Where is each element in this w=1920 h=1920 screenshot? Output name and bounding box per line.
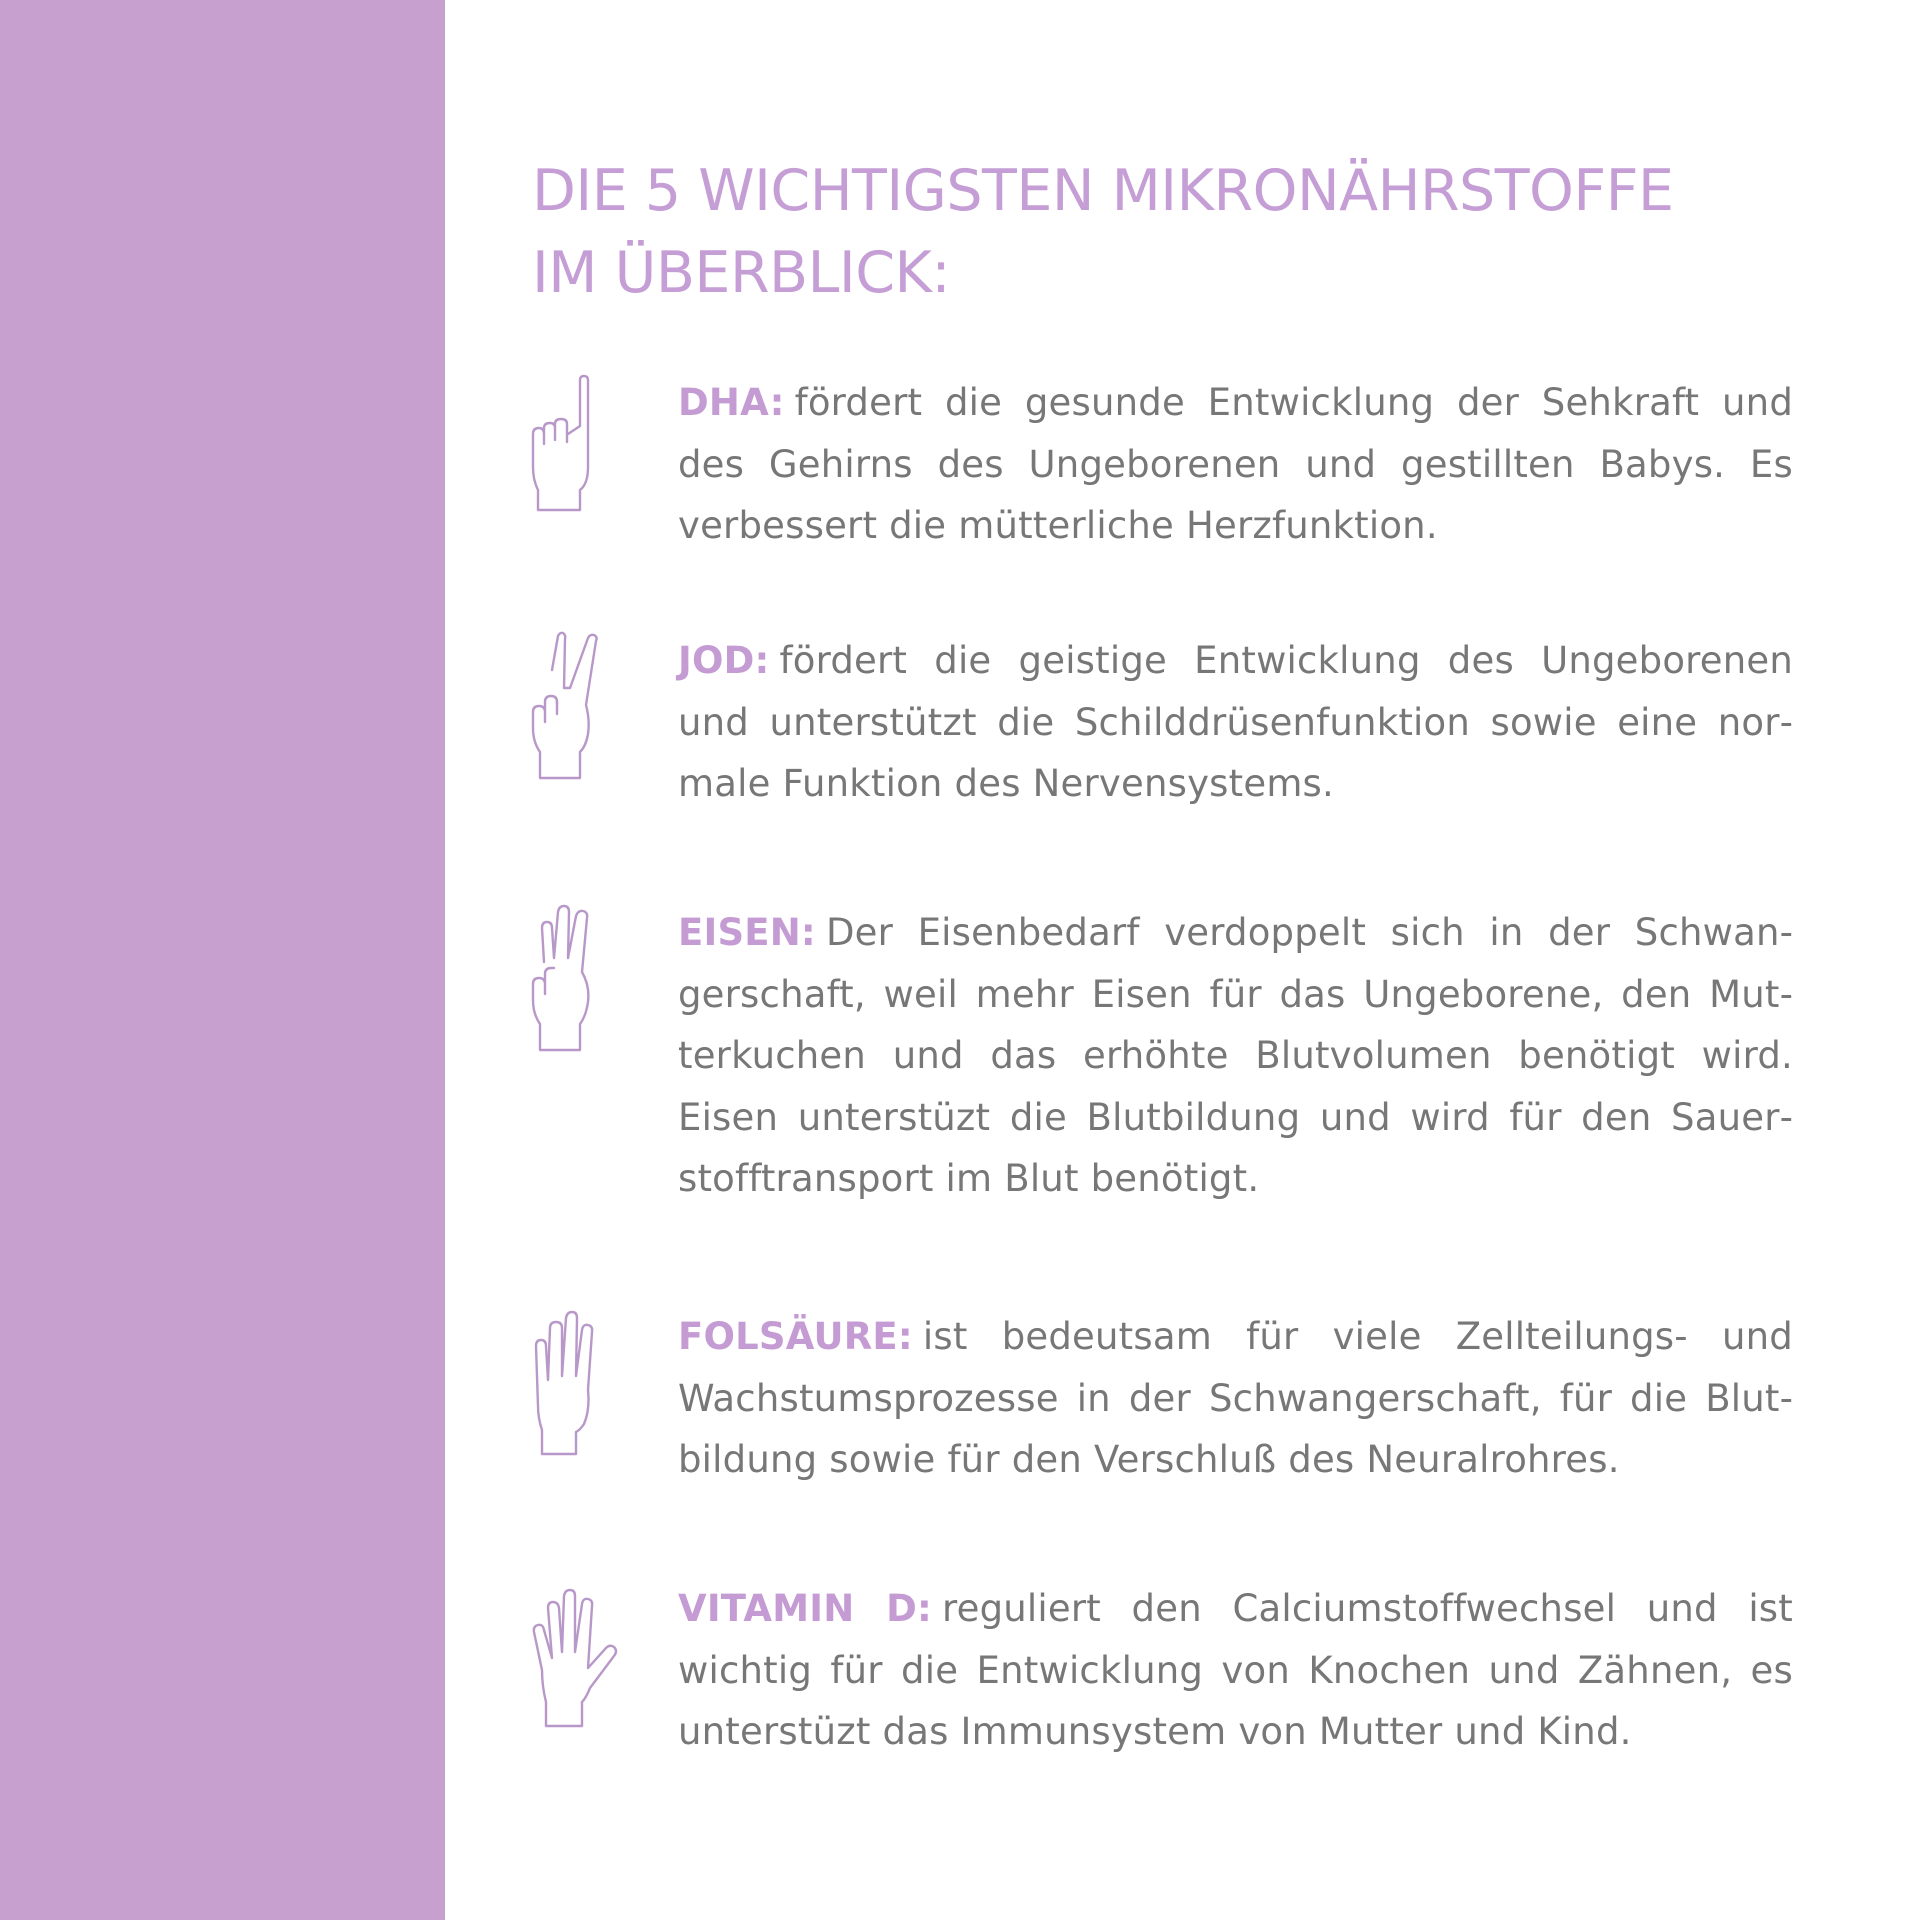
nutrient-label-vitamin-d: VITAMIN D: xyxy=(678,1587,932,1630)
two-fingers-hand-icon xyxy=(530,630,640,780)
four-fingers-hand-icon xyxy=(530,1306,640,1456)
nutrient-text-eisen: Der Eisenbedarf verdoppelt sich in der Schwangerschaft, weil mehr Eisen für das Ungeborene, den Mutterkuchen und das erhöhte Blutvolumen benötigt wird. Eisen unterstüzt die Blutbildung und wird für den Sauerstofftransport im Blut benötigt. xyxy=(678,911,1793,1200)
nutrient-description-jod xyxy=(678,630,1793,815)
page-title-line-1: DIE 5 WICHTIGSTEN MIKRONÄHRSTOFFE xyxy=(532,158,1674,224)
five-fingers-hand-icon xyxy=(530,1578,640,1728)
one-finger-hand-icon xyxy=(530,372,640,522)
nutrient-description-eisen xyxy=(678,902,1793,1210)
page-title-line-2: IM ÜBERBLICK: xyxy=(532,240,951,306)
nutrient-text-folsaeure: ist bedeutsam für viele Zellteilungs- und Wachstumsprozesse in der Schwangerschaft, für die Blutbildung sowie für den Verschluß des Neuralrohres. xyxy=(678,1315,1793,1481)
nutrient-text-dha: fördert die gesunde Entwicklung der Sehkraft und des Gehirns des Ungeborenen und gestillten Babys. Es verbessert die mütterliche Herzfunktion. xyxy=(678,381,1793,547)
nutrient-label-jod: JOD: xyxy=(678,639,770,682)
nutrient-label-eisen: EISEN: xyxy=(678,911,816,954)
nutrient-description-vitamin-d xyxy=(678,1578,1793,1763)
nutrient-label-folsaeure: FOLSÄURE: xyxy=(678,1315,913,1358)
nutrient-label-dha: DHA: xyxy=(678,381,785,424)
accent-side-bar xyxy=(0,0,445,1920)
page-title xyxy=(532,150,1852,314)
nutrient-description-folsaeure xyxy=(678,1306,1793,1491)
nutrient-text-vitamin-d: reguliert den Calciumstoffwechsel und ist wichtig für die Entwicklung von Knochen und Zähnen, es unterstüzt das Immunsystem von Mutter und Kind. xyxy=(678,1587,1793,1753)
three-fingers-hand-icon xyxy=(530,902,640,1052)
nutrient-text-jod: fördert die geistige Entwicklung des Ungeborenen und unterstützt die Schilddrüsenfunktion sowie eine normale Funktion des Nervensystems. xyxy=(678,639,1793,805)
nutrient-description-dha xyxy=(678,372,1793,557)
